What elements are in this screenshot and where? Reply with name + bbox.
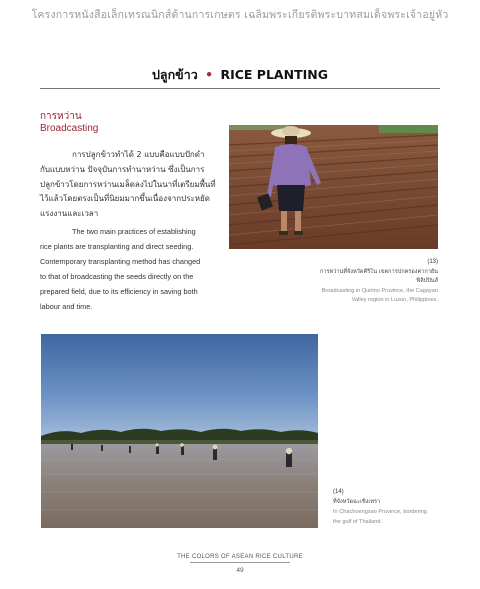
section-heading-thai: การหว่าน — [40, 111, 82, 122]
page-title — [0, 65, 480, 85]
english-line: The two main practices of establishing — [72, 227, 196, 236]
title-divider — [40, 88, 440, 89]
figure-13-number: (13) — [427, 259, 438, 265]
figure-14-number: (14) — [333, 489, 344, 495]
page-number: 49 — [236, 567, 244, 574]
english-line: prepared field, due to its efficiency in saving both — [40, 286, 198, 296]
thai-line: ปลูกข้าวโดยการหว่านเมล็ดลงไปในนาที่เตรียมพื้นที่ — [40, 179, 216, 189]
page-title-thai: ปลูกข้าว — [152, 67, 198, 82]
figure-14-caption — [333, 487, 443, 527]
photo-flooded-paddy — [41, 334, 318, 528]
title-separator: • — [205, 67, 214, 82]
english-paragraph — [40, 225, 220, 314]
figure-14-caption-english: the gulf of Thailand. — [333, 519, 383, 525]
figure-13-caption — [280, 258, 438, 306]
thai-line: ไว้แล้วโดยตรงเป็นที่นิยมมากขึ้นเนื่องจากประหยัด — [40, 194, 210, 204]
thai-paragraph — [40, 148, 220, 222]
figure-14-caption-thai: ที่จังหวัดฉะเชิงเทรา — [333, 499, 381, 505]
english-line: to that of broadcasting the seeds directly on the — [40, 271, 194, 281]
figure-14-caption-english: In Chachoengsao Province, bordering — [333, 509, 427, 515]
thai-line: กับแบบหว่าน ปัจจุบันการทำนาหว่าน ซึ่งเป็นการ — [40, 164, 205, 174]
thai-line: การปลูกข้าวทำได้ 2 แบบคือแบบปักดำ — [72, 150, 205, 159]
figure-13-caption-english: Broadcasting in Quirino Province, the Cagayan — [321, 287, 438, 294]
page-title-english: RICE PLANTING — [220, 67, 328, 82]
footer-divider — [190, 562, 290, 563]
english-line: labour and time. — [40, 301, 93, 311]
english-line: rice plants are transplanting and direct seeding. — [40, 241, 194, 251]
figure-13-caption-english: Valley region in Luzon, Philippines. — [351, 297, 438, 303]
section-heading-english: Broadcasting — [40, 123, 99, 134]
figure-13-caption-thai: ฟิลิปปินส์ — [416, 278, 438, 284]
english-line: Contemporary transplanting method has changed — [40, 256, 201, 266]
footer-book-title: THE COLORS OF ASEAN RICE CULTURE — [177, 554, 303, 560]
thai-line: แรงงานและเวลา — [40, 209, 99, 219]
photo-broadcasting-field — [229, 125, 438, 249]
figure-13-caption-thai: การหว่านที่จังหวัดคีริโน เขตการปกครองคากายัน — [319, 268, 438, 275]
running-header: โครงการหนังสือเล็กเทรณนิกส์ด้านการเกษตร เฉลิมพระเกียรติพระบาทสมเด็จพระเจ้าอยู่หัว — [31, 9, 449, 21]
